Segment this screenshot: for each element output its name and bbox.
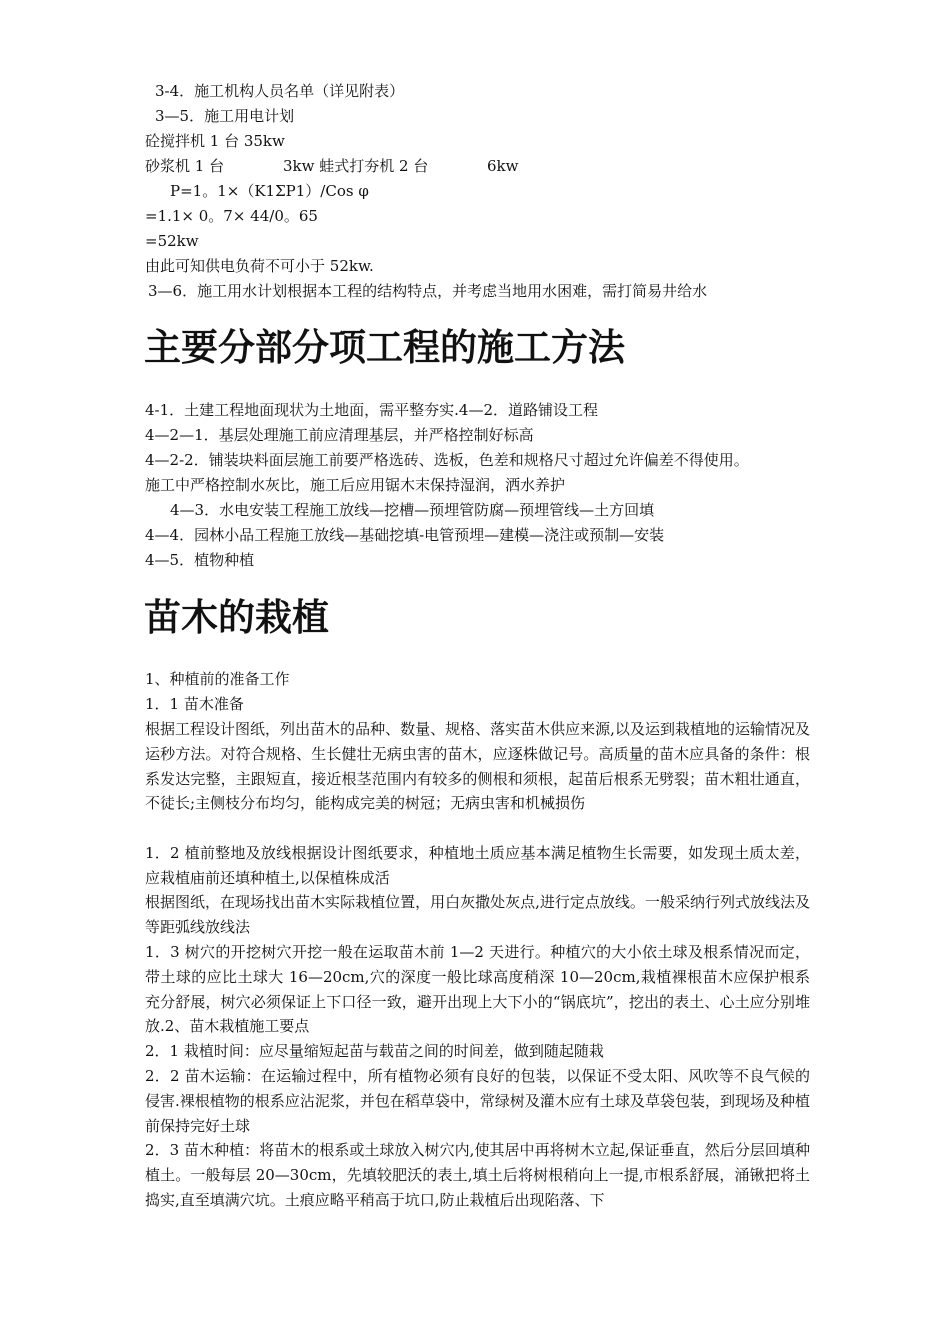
text-line-4-2-1: 4—2—1．基层处理施工前应清理基层，并严格控制好标高 (145, 426, 534, 444)
equipment-rammer: 3kw 蛙式打夯机 2 台 (283, 157, 429, 175)
text-line-conclusion: 由此可知供电负荷不可小于 52kw. (145, 257, 374, 275)
formula-line-1: P=1。1×（K1ΣP1）/Cos φ (170, 182, 369, 200)
text-line-3-5: 3—5．施工用电计划 (155, 107, 295, 125)
text-line-4-3: 4—3．水电安装工程施工放线—挖槽—预埋管防腐—预埋管线—土方回填 (170, 501, 655, 519)
equipment-power: 6kw (487, 157, 519, 175)
formula-line-3: =52kw (145, 232, 199, 250)
text-line-3-4: 3-4．施工机构人员名单（详见附表） (155, 82, 405, 100)
text-line-3-6: 3—6．施工用水计划根据本工程的结构特点，并考虑当地用水困难，需打简易井给水 (148, 282, 708, 300)
paragraph-1-2: 1．2 植前整地及放线根据设计图纸要求，种植地土质应基本满足植物生长需要，如发现土质太差，应栽植庙前还填种植土,以保植株成活 (145, 844, 810, 887)
heading-seedling-planting: 苗木的栽植 (144, 596, 329, 639)
text-line-4-1: 4-1．土建工程地面现状为土地面，需平整夯实.4—2．道路铺设工程 (145, 401, 599, 419)
paragraph-2-3: 2．3 苗木种植：将苗木的根系或土球放入树穴内,使其居中再将树木立起,保证垂直，然后分层回填种植土。一般每层 20—30cm，先填较肥沃的表土,填土后将树根稍向上一提,市根系舒展，涌锹把将土捣实,直至填满穴坑。土痕应略平稍高于坑口,防止栽植后出现陷落、下 (145, 1141, 810, 1209)
equipment-mortar-mixer: 砂浆机 1 台 (145, 157, 225, 175)
heading-construction-methods: 主要分部分项工程的施工方法 (144, 326, 625, 369)
text-line-4-5: 4—5．植物种植 (145, 551, 255, 569)
text-line-prep-work: 1、种植前的准备工作 (145, 670, 290, 688)
paragraph-seedling-prep: 根据工程设计图纸，列出苗木的品种、数量、规格、落实苗木供应来源,以及运到栽植地的运输情况及运秒方法。对符合规格、生长健壮无病虫害的苗木，应逐株做记号。高质量的苗木应具备的条件：根系发达完整，主跟短直，接近根茎范围内有较多的侧根和须根，起苗后根系无劈裂；苗木粗壮通直，不徒长;主侧枝分布均匀，能构成完美的树冠；无病虫害和机械损伤 (145, 720, 810, 813)
paragraph-2-1: 2．1 栽植时间：应尽量缩短起苗与载苗之间的时间差，做到随起随栽 (145, 1042, 604, 1060)
text-line-4-2-2: 4—2-2．铺装块料面层施工前要严格选砖、选板，色差和规格尺寸超过允许偏差不得使用。 (145, 451, 749, 469)
formula-line-2: =1.1× 0。7× 44/0。65 (145, 207, 318, 225)
paragraph-layout: 根据图纸，在现场找出苗木实际栽植位置，用白灰撒处灰点,进行定点放线。一般采纳行列式放线法及等距弧线放线法 (145, 893, 810, 936)
text-line-4-2-2-cont: 施工中严格控制水灰比，施工后应用锯木末保持湿润，洒水养护 (145, 476, 566, 494)
text-line-1-1: 1．1 苗木准备 (145, 695, 244, 713)
paragraph-1-3: 1．3 树穴的开挖树穴开挖一般在运取苗木前 1—2 天进行。种植穴的大小依土球及根系情况而定，带土球的应比土球大 16—20cm,穴的深度一般比球高度稍深 10—20cm,栽植裸根苗木应保护根系充分舒展，树穴必须保证上下口径一致，避开出现上大下小的“锅底坑”，挖出的表土、心土应分别堆放.2、苗木栽植施工要点 (145, 943, 810, 1036)
paragraph-2-2: 2．2 苗木运输：在运输过程中，所有植物必须有良好的包装，以保证不受太阳、风吹等不良气候的侵害.裸根植物的根系应沾泥浆，并包在稻草袋中，常绿树及灌木应有土球及草袋包装，到现场及种植前保持完好土球 (145, 1067, 810, 1135)
text-line-mixer: 砼搅拌机 1 台 35kw (145, 132, 285, 150)
text-line-4-4: 4—4．园林小品工程施工放线—基础挖填-电管预埋—建模—浇注或预制—安装 (145, 526, 665, 544)
